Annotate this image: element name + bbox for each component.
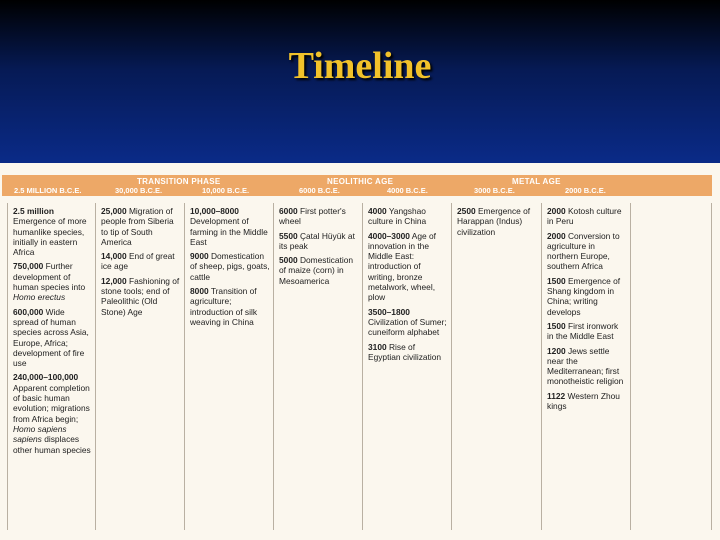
entry-year: 9000 <box>190 251 209 262</box>
entry-text: Age of innovation in the Middle East: introduction of writing, bronze metalwork, wheel, plow <box>368 230 437 303</box>
date-label: 30,000 B.C.E. <box>115 186 163 195</box>
entry-text: Civilization of Sumer; cuneiform alphabet <box>368 316 447 338</box>
entry-text: Apparent completion of basic human evolution; migrations from Africa begin; <box>13 382 90 424</box>
timeline-entry <box>547 391 627 412</box>
date-label: 10,000 B.C.E. <box>202 186 250 195</box>
entry-year: 1500 <box>547 275 566 286</box>
timeline-entry <box>368 307 448 338</box>
timeline-entry <box>547 206 627 227</box>
timeline-column <box>542 203 631 530</box>
timeline-column <box>96 203 185 530</box>
timeline-entry <box>279 255 359 286</box>
entry-text: Western Zhou kings <box>547 390 620 412</box>
slide-title: Timeline <box>288 45 432 87</box>
timeline-entry <box>279 231 359 252</box>
entry-text: Çatal Hüyük at its peak <box>279 230 355 251</box>
timeline-entry <box>547 276 627 317</box>
entry-text: Emergence of Shang kingdom in China; writing develops <box>547 275 621 317</box>
date-label: 2000 B.C.E. <box>565 186 606 195</box>
timeline-entry <box>547 346 627 387</box>
date-label: 4000 B.C.E. <box>387 186 428 195</box>
entry-year: 10,000–8000 <box>190 206 239 216</box>
entry-year: 4000–3000 <box>368 230 410 241</box>
entry-year: 25,000 <box>101 206 127 216</box>
entry-text: First ironwork in the Middle East <box>547 320 619 342</box>
timeline-entry <box>457 206 538 237</box>
entry-year: 2.5 million <box>13 206 54 216</box>
entry-text: Rise of Egyptian civilization <box>368 341 442 362</box>
timeline-column <box>363 203 452 530</box>
entry-year: 4000 <box>368 206 387 216</box>
timeline-entry <box>101 206 181 247</box>
entry-year: 2000 <box>547 206 566 216</box>
entry-text: Development of farming in the Middle East <box>190 216 268 247</box>
entry-text: Transition of agriculture; introduction of silk weaving in China <box>190 286 258 327</box>
entry-text: Homo sapiens sapiens <box>13 423 67 445</box>
phase-label-neolithic: NEOLITHIC AGE <box>327 177 394 186</box>
entry-year: 3100 <box>368 341 387 352</box>
timeline-entry <box>13 372 92 454</box>
entry-year: 8000 <box>190 286 209 297</box>
entry-text: Migration of people from Siberia to tip of South America <box>101 206 174 247</box>
entry-year: 12,000 <box>101 275 127 286</box>
entry-text: Jews settle near the Mediterranean; first monotheistic religion <box>547 345 624 387</box>
timeline-entry <box>368 231 448 303</box>
timeline-entry <box>13 206 92 257</box>
entry-year: 240,000–100,000 <box>13 372 79 383</box>
timeline-column <box>452 203 542 530</box>
entry-text: Emergence of Harappan (Indus) civilization <box>457 206 531 237</box>
timeline-entry <box>368 342 448 363</box>
entry-text: Yangshao culture in China <box>368 206 427 227</box>
entry-year: 2000 <box>547 230 566 241</box>
entry-text: Domestication of maize (corn) in Mesoamerica <box>279 255 354 286</box>
date-label: 6000 B.C.E. <box>299 186 340 195</box>
entry-year: 14,000 <box>101 251 127 262</box>
timeline-entry <box>547 231 627 272</box>
entry-year: 750,000 <box>13 261 44 272</box>
entry-text: Conversion to agriculture in northern Europe, southern Africa <box>547 230 620 272</box>
entry-text: displaces other human species <box>13 434 91 455</box>
timeline-header-band <box>2 175 712 196</box>
timeline-columns <box>7 203 631 530</box>
timeline-entry <box>13 261 92 302</box>
phase-label-metal: METAL AGE <box>512 177 561 186</box>
timeline-entry <box>547 321 627 342</box>
entry-year: 5000 <box>279 255 298 266</box>
entry-text: First potter's wheel <box>279 206 346 227</box>
entry-text: End of great ice age <box>101 251 175 272</box>
entry-year: 5500 <box>279 230 298 241</box>
timeline-empty-column <box>631 203 712 530</box>
timeline-entry <box>190 206 270 247</box>
entry-text: Kotosh culture in Peru <box>547 206 622 227</box>
phase-label-transition: TRANSITION PHASE <box>137 177 221 186</box>
timeline-entry <box>101 276 181 317</box>
entry-year: 1500 <box>547 320 566 331</box>
timeline-entry <box>190 251 270 282</box>
timeline-column <box>7 203 96 530</box>
entry-year: 1200 <box>547 345 566 356</box>
entry-text: Emergence of more humanlike species, initially in eastern Africa <box>13 216 87 258</box>
entry-text: Fashioning of stone tools; end of Paleolithic (Old Stone) Age <box>101 275 180 317</box>
entry-year: 600,000 <box>13 306 44 317</box>
timeline-entry <box>190 286 270 327</box>
timeline-panel <box>0 163 720 540</box>
timeline-entry <box>368 206 448 227</box>
entry-text: Further development of human species into <box>13 261 86 293</box>
entry-text: Homo erectus <box>13 292 66 303</box>
entry-year: 6000 <box>279 206 298 216</box>
timeline-entry <box>13 307 92 369</box>
entry-text: Wide spread of human species across Asia, Europe, Africa; development of fire use <box>13 306 89 369</box>
date-label: 2.5 MILLION B.C.E. <box>14 186 82 195</box>
timeline-column <box>185 203 274 530</box>
entry-text: Domestication of sheep, pigs, goats, cattle <box>190 251 270 282</box>
entry-year: 3500–1800 <box>368 306 410 317</box>
timeline-column <box>274 203 363 530</box>
entry-year: 1122 <box>547 390 566 401</box>
timeline-entry <box>279 206 359 227</box>
date-label: 3000 B.C.E. <box>474 186 515 195</box>
timeline-entry <box>101 251 181 272</box>
entry-year: 2500 <box>457 206 476 216</box>
